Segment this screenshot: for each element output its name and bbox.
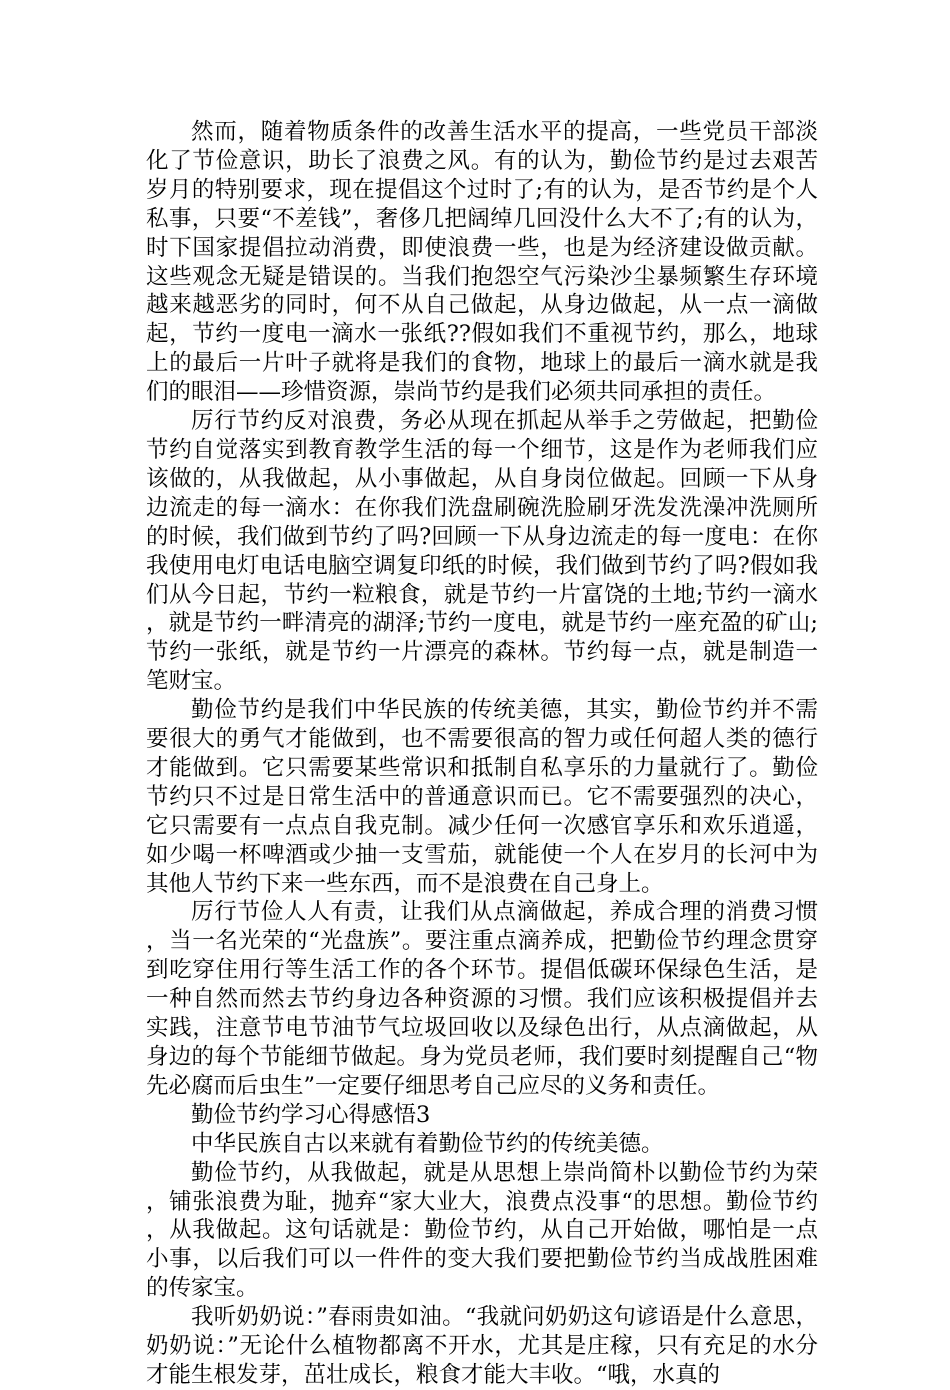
paragraph-2: 厉行节约反对浪费，务必从现在抓起从举手之劳做起，把勤俭节约自觉落实到教育教学生活的每一个细节，这是作为老师我们应该做的，从我做起，从小事做起，从自身岗位做起。回顾一下从身边流走的每一滴水：在你我们洗盘刷碗洗脸刷牙洗发洗澡冲洗厕所的时候，我们做到节约了吗?回顾一下从身边流走的每一度电：在你我使用电灯电话电脑空调复印纸的时候，我们做到节约了吗?假如我们从今日起，节约一粒粮食，就是节约一片富饶的土地;节约一滴水，就是节约一畔清亮的湖泽;节约一度电，就是节约一座充盈的矿山;节约一张纸，就是节约一片漂亮的森林。节约每一点，就是制造一笔财宝。: [146, 408, 818, 695]
paragraph-7: 我听奶奶说：”春雨贵如油。“我就问奶奶这句谚语是什么意思，奶奶说：”无论什么植物都离不开水，尤其是庄稼，只有充足的水分才能生根发芽，茁壮成长，粮食才能大丰收。“哦，水真的: [146, 1304, 818, 1388]
document-page: [146, 118, 818, 1390]
paragraph-4: 厉行节俭人人有责，让我们从点滴做起，养成合理的消费习惯，当一名光荣的“光盘族”。要注重点滴养成，把勤俭节约理念贯穿到吃穿住用行等生活工作的各个环节。提倡低碳环保绿色生活，是一种自然而然去节约身边各种资源的习惯。我们应该积极提倡并去实践，注意节电节油节气垃圾回收以及绿色出行，从点滴做起，从身边的每个节能细节做起。身为党员老师，我们要时刻提醒自己“物先必腐而后虫生”一定要仔细思考自己应尽的义务和责任。: [146, 899, 818, 1099]
paragraph-6: 勤俭节约，从我做起，就是从思想上崇尚简朴以勤俭节约为荣，铺张浪费为耻，抛弃“家大业大，浪费点没事“的思想。勤俭节约，从我做起。这句话就是：勤俭节约，从自己开始做，哪怕是一点小事，以后我们可以一件件的变大我们要把勤俭节约当成战胜困难的传家宝。: [146, 1159, 818, 1302]
paragraph-3: 勤俭节约是我们中华民族的传统美德，其实，勤俭节约并不需要很大的勇气才能做到，也不需要很高的智力或任何超人类的德行才能做到。它只需要某些常识和抵制自私享乐的力量就行了。勤俭节约只不过是日常生活中的普通意识而已。它不需要强烈的决心，它只需要有一点点自我克制。减少任何一次感官享乐和欢乐逍遥，如少喝一杯啤酒或少抽一支雪茄，就能使一个人在岁月的长河中为其他人节约下来一些东西，而不是浪费在自己身上。: [146, 697, 818, 897]
section-heading: 勤俭节约学习心得感悟3: [191, 1101, 431, 1128]
paragraph-5: 中华民族自古以来就有着勤俭节约的传统美德。: [191, 1130, 664, 1157]
paragraph-1: 然而，随着物质条件的改善生活水平的提高，一些党员干部淡化了节俭意识，助长了浪费之风。有的认为，勤俭节约是过去艰苦岁月的特别要求，现在提倡这个过时了;有的认为，是否节约是个人私事，只要“不差钱”，奢侈几把阔绰几回没什么大不了;有的认为，时下国家提倡拉动消费，即使浪费一些，也是为经济建设做贡献。这些观念无疑是错误的。当我们抱怨空气污染沙尘暴频繁生存环境越来越恶劣的同时，何不从自己做起，从身边做起，从一点一滴做起，节约一度电一滴水一张纸??假如我们不重视节约，那么，地球上的最后一片叶子就将是我们的食物，地球上的最后一滴水就是我们的眼泪——珍惜资源，崇尚节约是我们必须共同承担的责任。: [146, 119, 818, 406]
